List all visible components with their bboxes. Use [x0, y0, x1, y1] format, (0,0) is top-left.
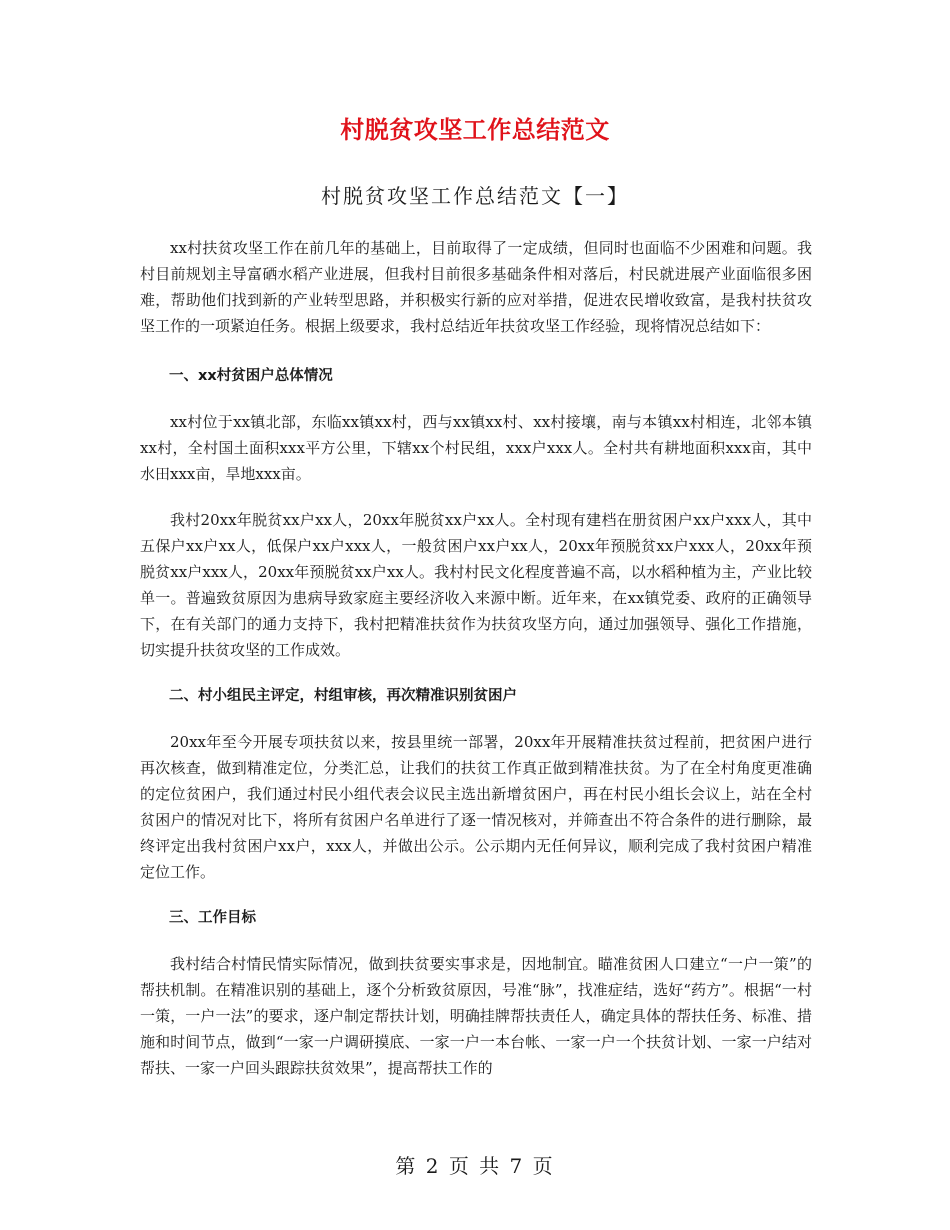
- document-subtitle: 村脱贫攻坚工作总结范文【一】: [321, 184, 629, 208]
- section-heading: 一、xx村贫困户总体情况: [169, 368, 333, 384]
- page-number-footer: 第 2 页 共 7 页: [395, 1154, 555, 1178]
- section-heading: 三、工作目标: [169, 910, 256, 926]
- section-heading: 二、村小组民主评定，村组审核，再次精准识别贫困户: [169, 688, 517, 704]
- section-paragraph: 20xx年至今开展专项扶贫以来，按县里统一部署，20xx年开展精准扶贫过程前，把贫困户进行再次核查，做到精准定位，分类汇总，让我们的扶贫工作真正做到精准扶贫。为了在全村角度更准确的定位贫困户，我们通过村民小组代表会议民主选出新增贫困户，再在村民小组长会议上，站在全村贫困户的情况对比下，将所有贫困户名单进行了逐一情况核对，并筛查出不符合条件的进行删除，最终评定出我村贫困户xx户，xxx人，并做出公示。公示期内无任何异议，顺利完成了我村贫困户精准定位工作。: [140, 733, 812, 881]
- section-paragraph: xx村位于xx镇北部，东临xx镇xx村，西与xx镇xx村、xx村接壤，南与本镇xx村相连，北邻本镇xx村，全村国土面积xxx平方公里，下辖xx个村民组，xxx户xxx人。全村共有耕地面积xxx亩，其中水田xxx亩，旱地xxx亩。: [140, 413, 812, 483]
- intro-paragraph: xx村扶贫攻坚工作在前几年的基础上，目前取得了一定成绩，但同时也面临不少困难和问题。我村目前规划主导富硒水稻产业进展，但我村目前很多基础条件相对落后，村民就进展产业面临很多困难，帮助他们找到新的产业转型思路，并积极实行新的应对举措，促进农民增收致富，是我村扶贫攻坚工作的一项紧迫任务。根据上级要求，我村总结近年扶贫攻坚工作经验，现将情况总结如下：: [140, 239, 812, 335]
- section-paragraph: 我村20xx年脱贫xx户xx人，20xx年脱贫xx户xx人。全村现有建档在册贫困户xx户xxx人，其中五保户xx户xx人，低保户xx户xxx人，一般贫困户xx户xx人，20xx年预脱贫xx户xxx人，20xx年预脱贫xx户xxx人，20xx年预脱贫xx户xx人。我村村民文化程度普遍不高，以水稻种植为主，产业比较单一。普遍致贫原因为患病导致家庭主要经济收入来源中断。近年来，在xx镇党委、政府的正确领导下，在有关部门的通力支持下，我村把精准扶贫作为扶贫攻坚方向，通过加强领导、强化工作措施，切实提升扶贫攻坚的工作成效。: [140, 511, 812, 659]
- document-title: 村脱贫攻坚工作总结范文: [340, 116, 610, 144]
- document-body: [140, 235, 812, 1081]
- section-paragraph: 我村结合村情民情实际情况，做到扶贫要实事求是，因地制宜。瞄准贫困人口建立“一户一策”的帮扶机制。在精准识别的基础上，逐个分析致贫原因，号准“脉”，找准症结，选好“药方”。根据“一村一策，一户一法”的要求，逐户制定帮扶计划，明确挂牌帮扶责任人，确定具体的帮扶任务、标准、措施和时间节点，做到“一家一户调研摸底、一家一户一本台帐、一家一户一个扶贫计划、一家一户结对帮扶、一家一户回头跟踪扶贫效果”，提高帮扶工作的: [140, 955, 812, 1077]
